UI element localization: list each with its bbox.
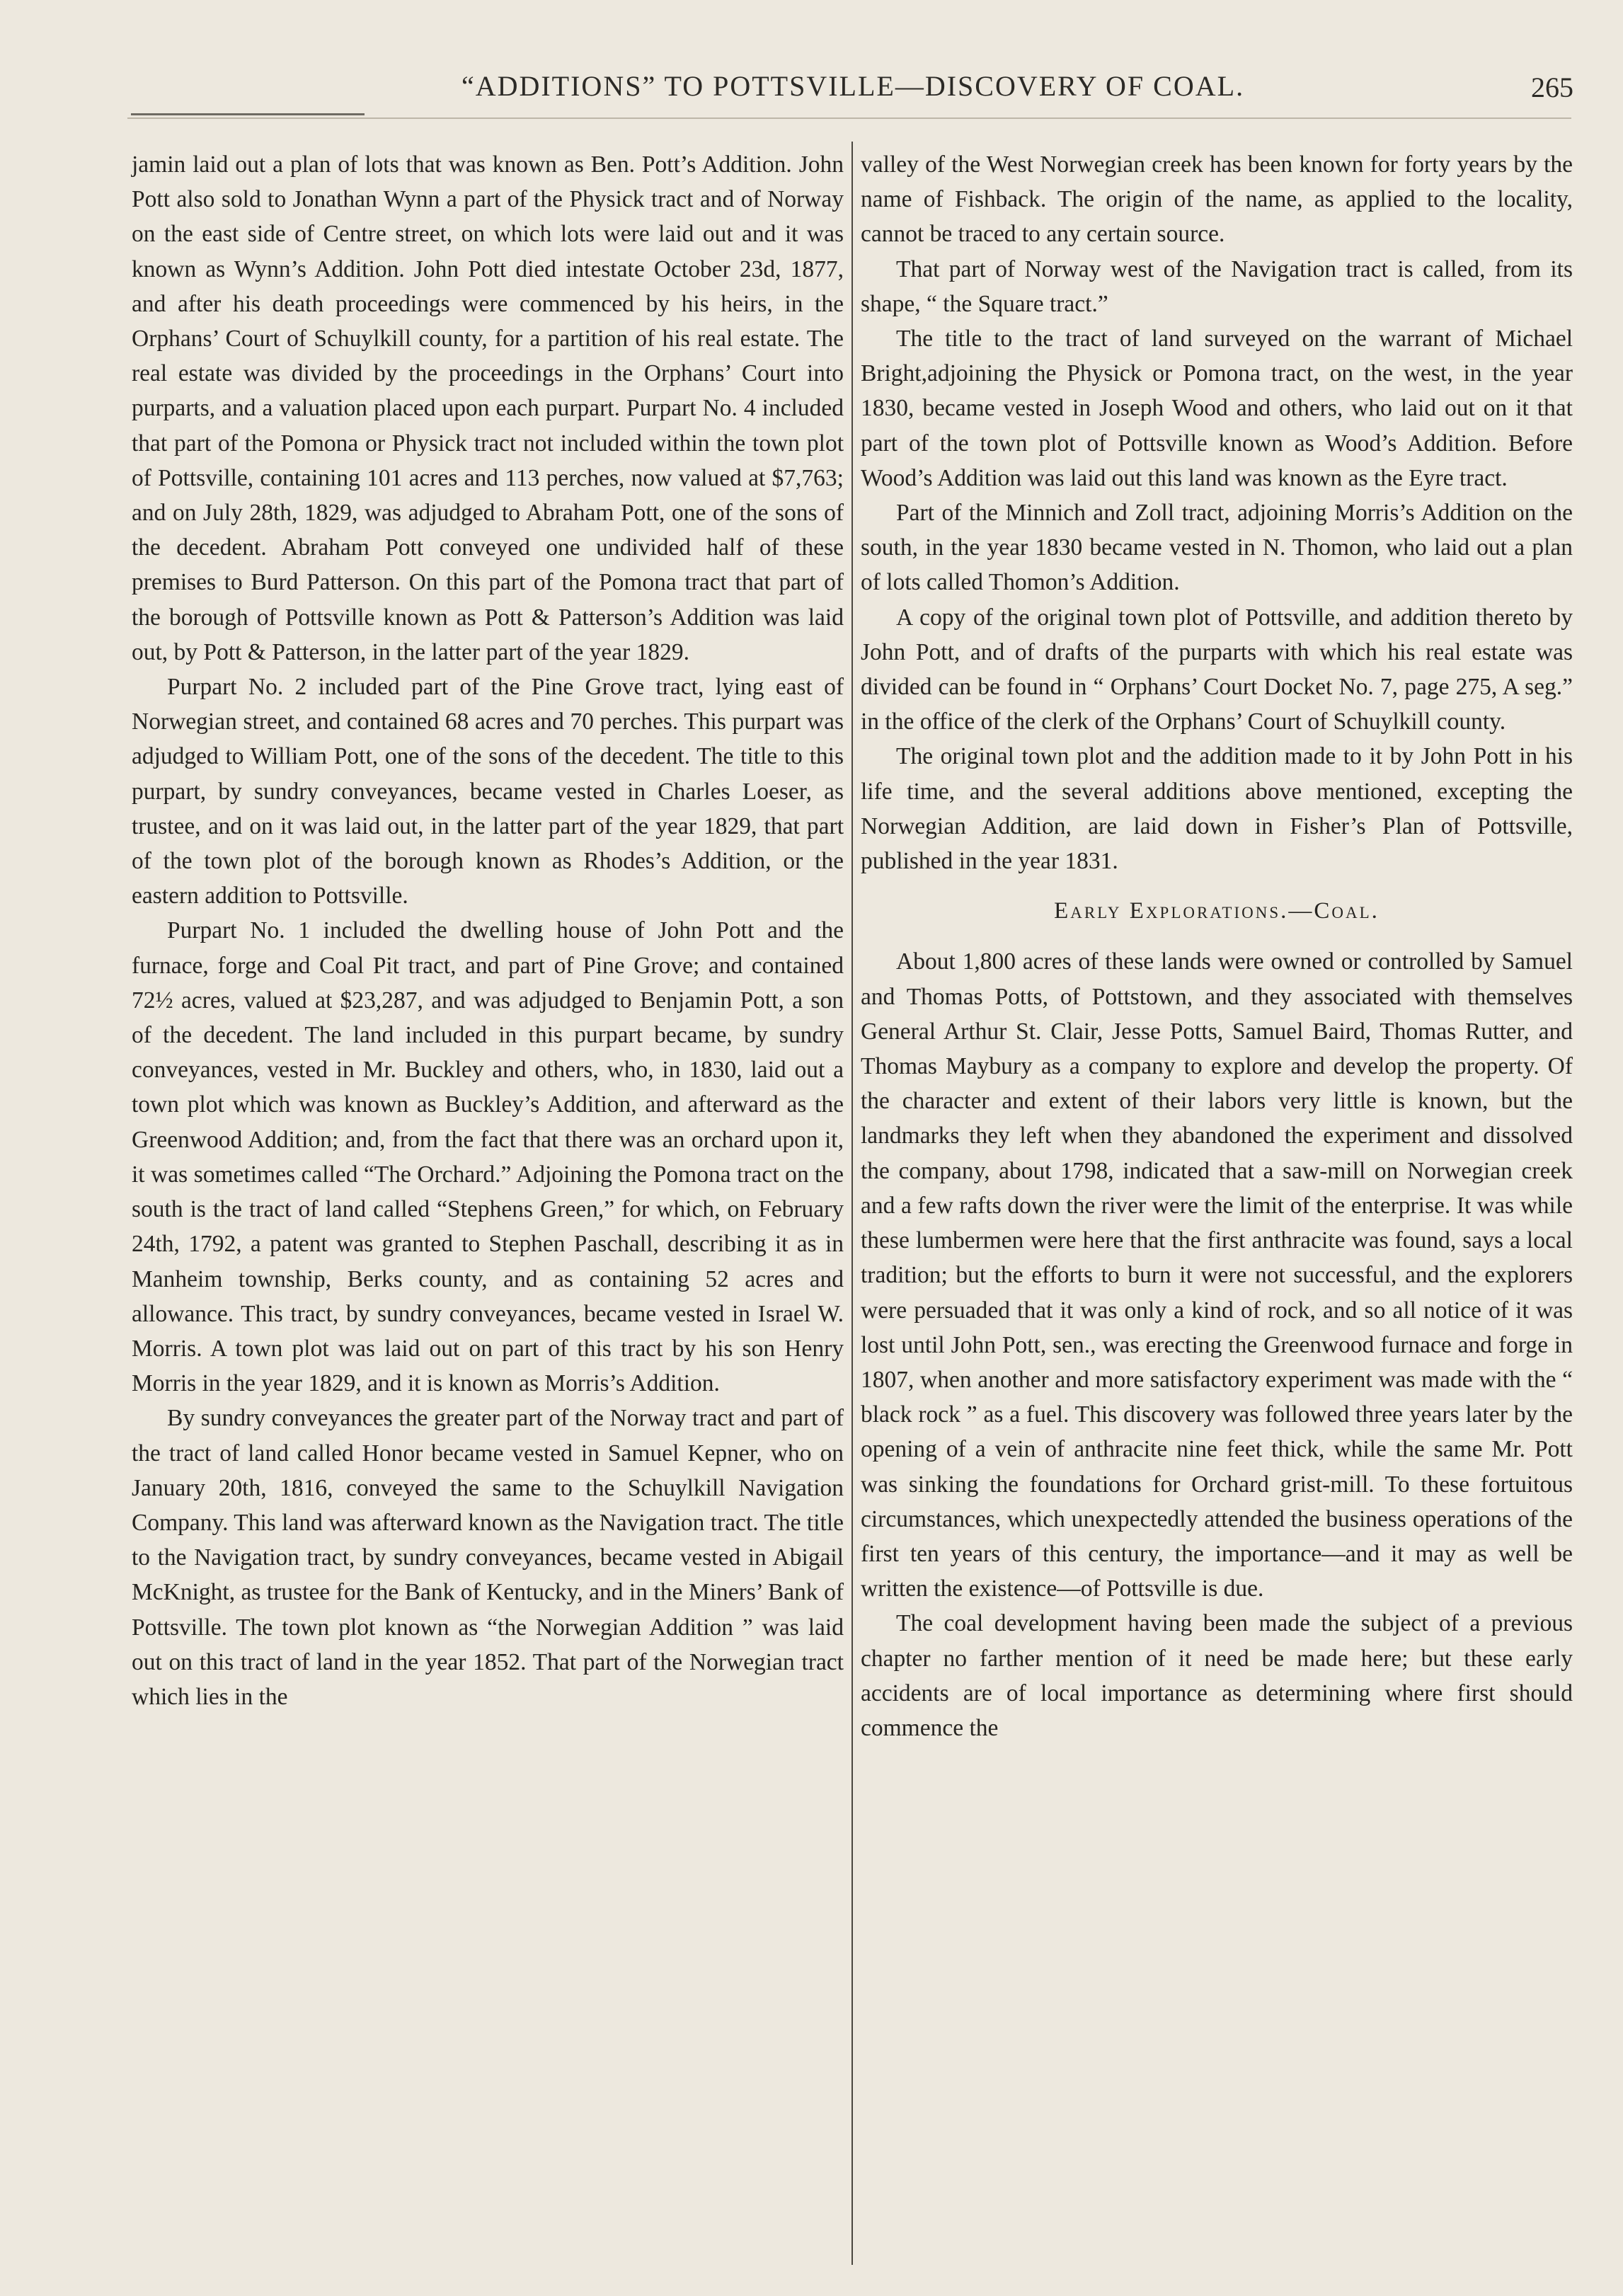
paragraph: A copy of the original town plot of Pottsville, and addition thereto by John Pott, and of drafts of the purparts with which his real estate was divided can be found in “ Orphans’ Court Docket No. 7, page 275, A seg.” in the office of the clerk of the Orphans’ Court of Schuylkill county. [861, 604, 1573, 735]
paragraph: Purpart No. 2 included part of the Pine Grove tract, lying east of Norwegian street, and contained 68 acres and 70 perches. This purpart was adjudged to William Pott, one of the sons of the decedent. The title to this purpart, by sundry conveyances, became vested in Charles Loeser, as trustee, and on it was laid out, in the latter part of the year 1829, that part of the town plot of the borough known as Rhodes’s Addition, or the eastern addition to Pottsville. [132, 674, 844, 909]
paragraph: Part of the Minnich and Zoll tract, adjoining Morris’s Addition on the south, in the year 1830 became vested in N. Thomon, who laid out a plan of lots called Thomon’s Addition. [861, 500, 1573, 596]
section-heading: Early Explorations.—Coal. [1054, 898, 1380, 924]
left-column [132, 147, 844, 1714]
paragraph: The coal development having been made the subject of a previous chapter no farther mention of it need be made here; but these early accidents are of local importance as determining where first should commence the [861, 1610, 1573, 1741]
paragraph: Purpart No. 1 included the dwelling house of John Pott and the furnace, forge and Coal Pit tract, and part of Pine Grove; and contained 72½ acres, valued at $23,287, and was adjudged to Benjamin Pott, a son of the decedent. The land included in this purpart became, by sundry conveyances, vested in Mr. Buckley and others, who, in 1830, laid out a town plot which was known as Buckley’s Addition, and afterward as the Greenwood Addition; and, from the fact that there was an orchard upon it, it was sometimes called “The Orchard.” Adjoining the Pomona tract on the south is the tract of land called “Stephens Green,” for which, on February 24th, 1792, a patent was granted to Stephen Paschall, describing it as in Manheim township, Berks county, and as containing 52 acres and allowance. This tract, by sundry conveyances, became vested in Israel W. Morris. A town plot was laid out on part of this tract by his son Henry Morris in the year 1829, and it is known as Morris’s Addition. [132, 917, 844, 1397]
page-number: 265 [1531, 71, 1573, 103]
paragraph: The title to the tract of land surveyed on the warrant of Michael Bright,adjoining the Physick or Pomona tract, on the west, in the year 1830, became vested in Joseph Wood and others, who laid out on it that part of the town plot of Pottsville known as Wood’s Addition. Before Wood’s Addition was laid out this land was known as the Eyre tract. [861, 326, 1573, 491]
paragraph: That part of Norway west of the Navigation tract is called, from its shape, “ the Square tract.” [861, 256, 1573, 317]
header-rule [127, 117, 1571, 119]
paragraph: By sundry conveyances the greater part of the Norway tract and part of the tract of land called Honor became vested in Samuel Kepner, who on January 20th, 1816, conveyed the same to the Schuylkill Navigation Company. This land was afterward known as the Navigation tract. The title to the Navigation tract, by sundry conveyances, became vested in Abigail McKnight, as trustee for the Bank of Kentucky, and in the Miners’ Bank of Pottsville. The town plot known as “the Norwegian Addition ” was laid out on this tract of land in the year 1852. That part of the Norwegian tract which lies in the [132, 1405, 844, 1710]
running-title: “ADDITIONS” TO POTTSVILLE—DISCOVERY OF COAL. [461, 70, 1245, 102]
right-column [861, 147, 1573, 1745]
header-rule-accent [131, 113, 365, 115]
paragraph: About 1,800 acres of these lands were owned or controlled by Samuel and Thomas Potts, of Pottstown, and they associated with themselves General Arthur St. Clair, Jesse Potts, Samuel Baird, Thomas Rutter, and Thomas Maybury as a company to explore and develop the property. Of the character and extent of their labors very little is known, but the landmarks they left when they abandoned the experiment and dissolved the company, about 1798, indicated that a saw-mill on Norwegian creek and a few rafts down the river were the limit of the enterprise. It was while these lumbermen were here that the first anthracite was found, says a local tradition; but the efforts to burn it were not successful, and the explorers were persuaded that it was only a kind of rock, and so all notice of it was lost until John Pott, sen., was erecting the Greenwood furnace and forge in 1807, when another and more satisfactory experiment was made with the “ black rock ” as a fuel. This discovery was followed three years later by the opening of a vein of anthracite nine feet thick, while the same Mr. Pott was sinking the foundations for Orchard grist-mill. To these fortuitous circumstances, which unexpectedly attended the business operations of the first ten years of this century, the importance—and it may as well be written the existence—of Pottsville is due. [861, 948, 1573, 1602]
paragraph: valley of the West Norwegian creek has been known for forty years by the name of Fishback. The origin of the name, as applied to the locality, cannot be traced to any certain source. [861, 151, 1573, 248]
column-divider [851, 142, 853, 2265]
paragraph: jamin laid out a plan of lots that was known as Ben. Pott’s Addition. John Pott also sold to Jonathan Wynn a part of the Physick tract and of Norway on the east side of Centre street, on which lots were laid out and it was known as Wynn’s Addition. John Pott died intestate October 23d, 1877, and after his death proceedings were commenced by his heirs, in the Orphans’ Court of Schuylkill county, for a partition of his real estate. The real estate was divided by the proceedings in the Orphans’ Court into purparts, and a valuation placed upon each purpart. Purpart No. 4 included that part of the Pomona or Physick tract not included within the town plot of Pottsville, containing 101 acres and 113 perches, now valued at $7,763; and on July 28th, 1829, was adjudged to Abraham Pott, one of the sons of the decedent. Abraham Pott conveyed one undivided half of these premises to Burd Patterson. On this part of the Pomona tract that part of the borough of Pottsville known as Pott & Patterson’s Addition was laid out, by Pott & Patterson, in the latter part of the year 1829. [132, 151, 844, 665]
paragraph: The original town plot and the addition made to it by John Pott in his life time, and the several additions above mentioned, excepting the Norwegian Addition, are laid down in Fisher’s Plan of Pottsville, published in the year 1831. [861, 743, 1573, 875]
